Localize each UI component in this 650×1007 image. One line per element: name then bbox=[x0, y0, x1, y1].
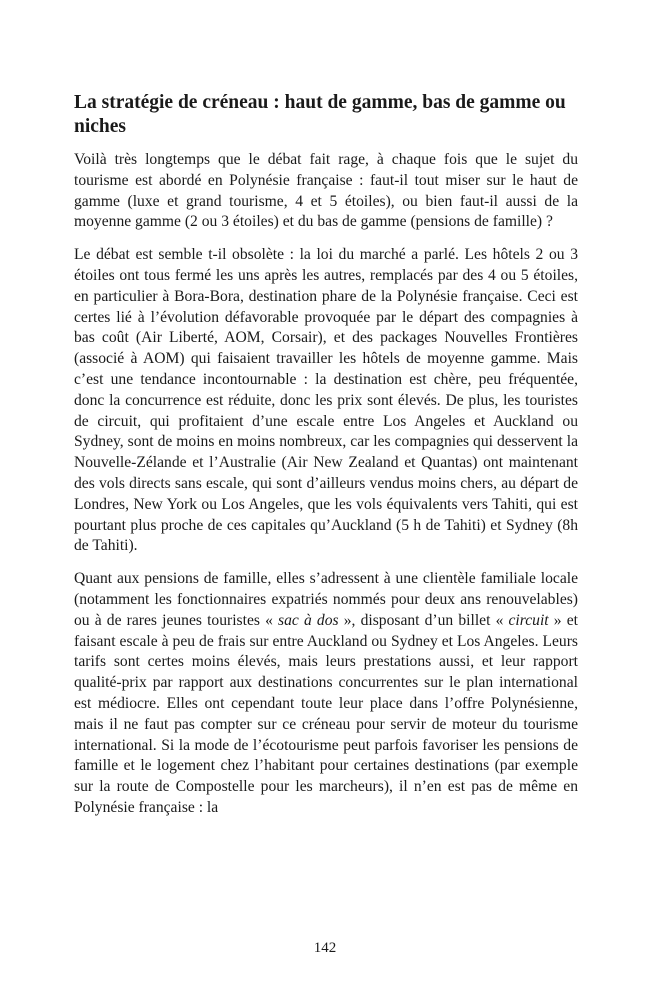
paragraph-3-text-b: », disposant d’un billet « bbox=[338, 611, 509, 629]
paragraph-3-text-c: » et faisant escale à peu de frais sur entre Auckland ou Sydney et Los Angeles. Leurs tarifs sont certes moins élevés, mais leurs prestations aussi, et leur rapport qualité-prix par rapport aux destinations concurrentes sur le plan international est médiocre. Elles ont cependant toute leur place dans l’offre Polynésienne, mais il ne faut pas compter sur ce créneau pour servir de moteur du tourisme international. Si la mode de l’écotourisme peut parfois favoriser les pensions de famille et le logement chez l’habitant pour certaines destinations (par exemple sur la route de Compostelle pour les marcheurs), il n’en est pas de même en Polynésie française : la bbox=[74, 611, 579, 816]
paragraph-3-emphasis-sac-a-dos: sac à dos bbox=[278, 611, 339, 629]
section-title: La stratégie de créneau : haut de gamme, bas de gamme ou niches bbox=[74, 92, 566, 137]
paragraph-1: Voilà très longtemps que le débat fait rage, à chaque fois que le sujet du tourisme est abordé en Polynésie française : faut-il tout miser sur le haut de gamme (luxe et grand tourisme, 4 et 5 étoiles), ou bien faut-il aussi de la moyenne gamme (2 ou 3 étoiles) et du bas de gamme (pensions de famille) ? bbox=[74, 151, 578, 231]
paragraph-2: Le débat est semble t-il obsolète : la loi du marché a parlé. Les hôtels 2 ou 3 étoiles ont tous fermé les uns après les autres, remplacés par des 4 ou 5 étoiles, en particulier à Bora-Bora, destination phare de la Polynésie française. Ceci est certes lié à l’évolution défavorable provoquée par le départ des compagnies à bas coût (Air Liberté, AOM, Corsair), et des packages Nouvelles Frontières (associé à AOM) qui faisaient travailler les hôtels de moyenne gamme. Mais c’est une tendance incontournable : la destination est chère, peu fréquentée, donc la concurrence est réduite, donc les prix sont élevés. De plus, les touristes de circuit, qui profitaient d’une escale entre Los Angeles et Auckland ou Sydney, sont de moins en moins nombreux, car les compagnies qui desservent la Nouvelle-Zélande et l’Australie (Air New Zealand et Quantas) ont maintenant des vols directs sans escale, qui sont d’ailleurs vendus moins chers, au départ de Londres, New York ou Los Angeles, que les vols équivalents vers Tahiti, qui est pourtant plus proche de ces capitales qu’Auckland (5 h de Tahiti) et Sydney (8h de Tahiti). bbox=[74, 246, 578, 555]
paragraph-3 bbox=[74, 569, 578, 819]
page-number: 142 bbox=[313, 940, 337, 956]
paragraph-3-emphasis-circuit: circuit bbox=[508, 611, 549, 629]
page-content bbox=[74, 91, 578, 831]
paragraph-3-text-a: Quant aux pensions de famille, elles s’adressent à une clientèle familiale locale (notamment les fonctionnaires expatriés nommés pour deux ans renouvelables) ou à de rares jeunes touristes « bbox=[74, 570, 578, 629]
